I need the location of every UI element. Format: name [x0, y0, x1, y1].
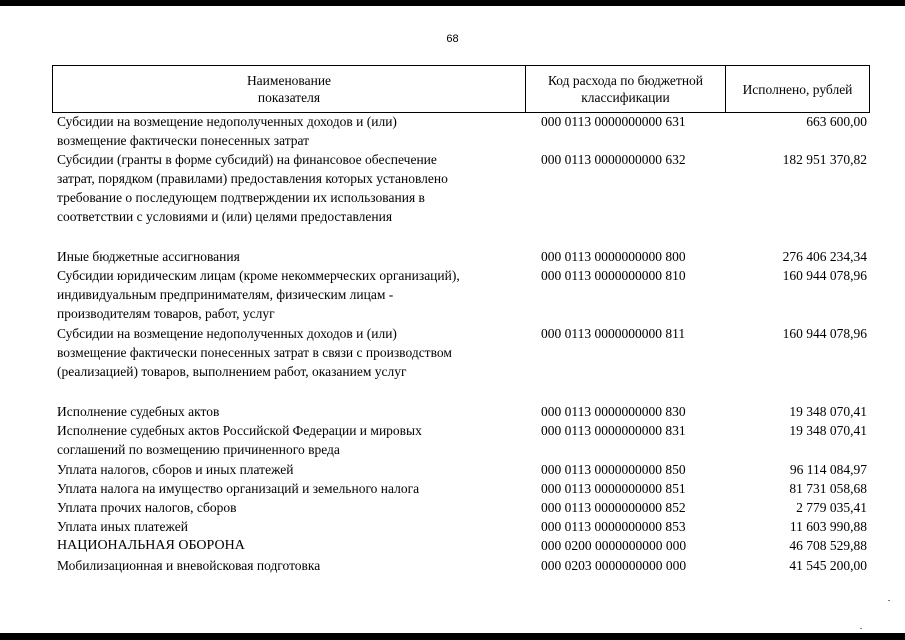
row-amount: 41 545 200,00	[789, 558, 867, 573]
row-code: 000 0113 0000000000 632	[541, 152, 686, 167]
row-code: 000 0113 0000000000 851	[541, 481, 686, 496]
scan-bottom-border	[0, 633, 905, 640]
row-code: 000 0203 0000000000 000	[541, 558, 687, 573]
row-name: Субсидии на возмещение недополученных доходов и (или) возмещение фактически понесенных затрат	[57, 114, 397, 148]
row-name: Уплата прочих налогов, сборов	[57, 500, 237, 515]
row-name: Уплата налога на имущество организаций и земельного налога	[57, 481, 420, 496]
header-code-column: Код расхода по бюджетной классификации	[526, 66, 726, 112]
row-code: 000 0113 0000000000 631	[541, 114, 686, 129]
row-name: Исполнение судебных актов Российской Федерации и мировых соглашений по возмещению причиненного вреда	[57, 423, 422, 457]
header-name-column: Наименование показателя	[53, 66, 526, 112]
row-name: Субсидии (гранты в форме субсидий) на финансовое обеспечение затрат, порядком (правилами) предоставления которых установлено требование о последующем подтверждении их использования в соответствии с условиями и (или) целями предоставления	[57, 152, 448, 224]
row-amount: 276 406 234,34	[782, 249, 867, 264]
row-code: 000 0200 0000000000 000	[541, 538, 687, 553]
row-amount: 19 348 070,41	[789, 404, 867, 419]
row-name: НАЦИОНАЛЬНАЯ ОБОРОНА	[57, 538, 245, 553]
row-amount: 81 731 058,68	[789, 481, 867, 496]
row-amount: 160 944 078,96	[782, 268, 867, 283]
row-code: 000 0113 0000000000 800	[541, 249, 686, 264]
row-name: Мобилизационная и вневойсковая подготовка	[57, 558, 321, 573]
row-name: Исполнение судебных актов	[57, 404, 220, 419]
row-code: 000 0113 0000000000 831	[541, 423, 686, 438]
page-number: 68	[446, 33, 459, 45]
row-name: Иные бюджетные ассигнования	[57, 249, 240, 264]
scan-speck	[888, 600, 890, 601]
row-code: 000 0113 0000000000 853	[541, 519, 686, 534]
row-code: 000 0113 0000000000 850	[541, 462, 686, 477]
header-amount-column: Исполнено, рублей	[742, 81, 853, 97]
row-amount: 46 708 529,88	[789, 538, 867, 553]
row-code: 000 0113 0000000000 811	[541, 326, 686, 341]
row-amount: 2 779 035,41	[796, 500, 867, 515]
row-name: Уплата иных платежей	[57, 519, 188, 534]
row-amount: 96 114 084,97	[789, 462, 867, 477]
row-code: 000 0113 0000000000 810	[541, 268, 686, 283]
row-amount: 182 951 370,82	[782, 152, 867, 167]
row-amount: 19 348 070,41	[789, 423, 867, 438]
scan-speck	[860, 628, 862, 629]
row-code: 000 0113 0000000000 830	[541, 404, 686, 419]
row-name: Субсидии на возмещение недополученных доходов и (или) возмещение фактически понесенных затрат в связи с производством (реализацией) товаров, выполнением работ, оказанием услуг	[57, 326, 452, 379]
row-name: Субсидии юридическим лицам (кроме некоммерческих организаций), индивидуальным предпринимателям, физическим лицам - производителям товаров, работ, услуг	[57, 268, 460, 321]
row-name: Уплата налогов, сборов и иных платежей	[57, 462, 294, 477]
row-code: 000 0113 0000000000 852	[541, 500, 686, 515]
row-amount: 160 944 078,96	[782, 326, 867, 341]
row-amount: 11 603 990,88	[789, 519, 867, 534]
row-amount: 663 600,00	[806, 114, 867, 129]
